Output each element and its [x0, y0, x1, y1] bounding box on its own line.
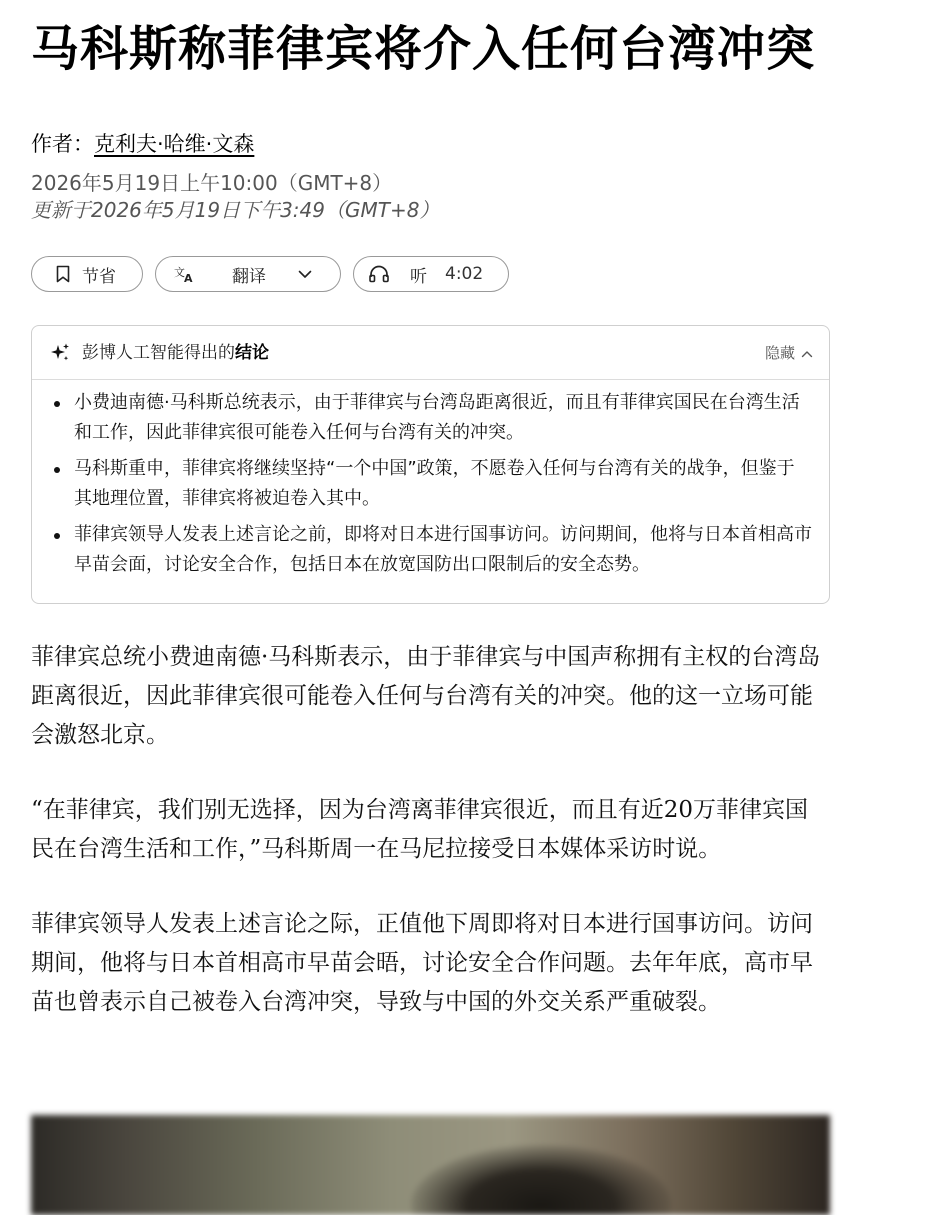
- ai-summary-title: [82, 340, 269, 366]
- headphones-icon: [368, 265, 390, 283]
- save-button-label: 节省: [82, 266, 116, 287]
- ai-summary-list: [52, 388, 812, 586]
- listen-button[interactable]: [353, 256, 509, 292]
- published-date: 2026年5月19日上午10:00（GMT+8）: [31, 171, 393, 195]
- chevron-up-icon: [795, 342, 813, 364]
- hide-summary-button[interactable]: [765, 342, 813, 364]
- author-link[interactable]: 克利夫·哈维·文森: [94, 132, 255, 156]
- updated-date: 更新于2026年5月19日下午3:49（GMT+8）: [31, 198, 440, 222]
- article-photo: [31, 1115, 830, 1215]
- ai-summary-box: [31, 325, 830, 604]
- ai-summary-header: [32, 326, 829, 380]
- ai-summary-bullet: 小费迪南德·马科斯总统表示，由于菲律宾与台湾岛距离很近，而且有菲律宾国民在台湾生活和工作，因此菲律宾很可能卷入任何与台湾有关的冲突。: [52, 388, 812, 448]
- ai-summary-title-prefix: 彭博人工智能得出的: [82, 343, 235, 363]
- ai-summary-title-bold: 结论: [235, 343, 269, 363]
- chevron-down-icon: [298, 270, 312, 279]
- article-body: [31, 638, 830, 1058]
- listen-label: 听: [410, 266, 427, 287]
- bookmark-icon: [56, 265, 70, 283]
- svg-text:文: 文: [174, 266, 185, 279]
- ai-summary-bullet: 菲律宾领导人发表上述言论之前，即将对日本进行国事访问。访问期间，他将与日本首相高市早苗会面，讨论安全合作，包括日本在放宽国防出口限制后的安全态势。: [52, 520, 812, 580]
- sparkle-icon: [49, 342, 71, 368]
- article-paragraph: 菲律宾领导人发表上述言论之际，正值他下周即将对日本进行国事访问。访问期间，他将与日本首相高市早苗会晤，讨论安全合作问题。去年年底，高市早苗也曾表示自己被卷入台湾冲突，导致与中国的外交关系严重破裂。: [31, 911, 813, 1015]
- translate-icon: [174, 265, 196, 283]
- hide-summary-label: 隐藏: [764, 344, 795, 362]
- article-action-bar: [31, 256, 831, 294]
- ai-summary-bullet: 马科斯重申，菲律宾将继续坚持“一个中国”政策，不愿卷入任何与台湾有关的战争，但鉴于其地理位置，菲律宾将被迫卷入其中。: [52, 454, 812, 514]
- byline-prefix: 作者：: [31, 132, 94, 156]
- listen-duration: 4:02: [445, 264, 484, 284]
- translate-dropdown[interactable]: [155, 256, 341, 292]
- byline: [31, 129, 254, 159]
- save-button[interactable]: [31, 256, 143, 292]
- article-paragraph: “在菲律宾，我们别无选择，因为台湾离菲律宾很近，而且有近20万菲律宾国民在台湾生活和工作，”马科斯周一在马尼拉接受日本媒体采访时说。: [31, 797, 809, 862]
- article-headline: 马科斯称菲律宾将介入任何台湾冲突: [31, 21, 816, 77]
- translate-label: 翻译: [232, 266, 266, 287]
- svg-text:A: A: [184, 272, 193, 283]
- article-paragraph: 菲律宾总统小费迪南德·马科斯表示，由于菲律宾与中国声称拥有主权的台湾岛距离很近，因此菲律宾很可能卷入任何与台湾有关的冲突。他的这一立场可能会激怒北京。: [31, 644, 821, 748]
